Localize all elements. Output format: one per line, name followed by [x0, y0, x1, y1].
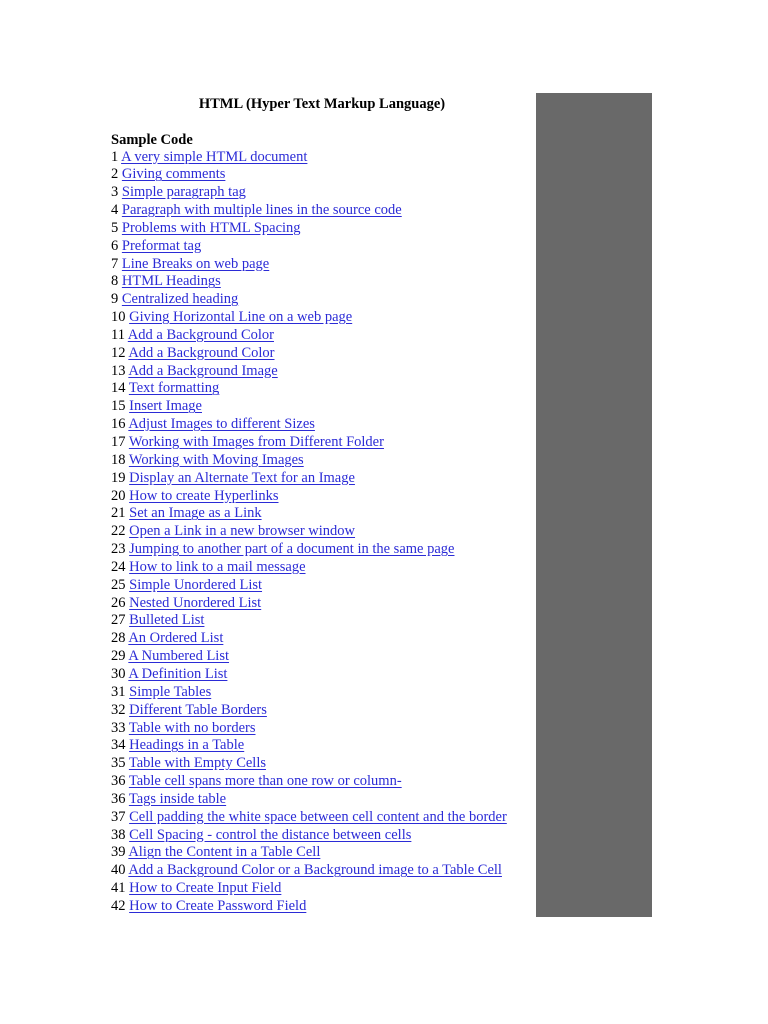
list-item: [111, 273, 536, 291]
list-item-link[interactable]: Table with no borders: [128, 719, 256, 736]
list-item-link[interactable]: Table cell spans more than one row or column-: [128, 773, 402, 790]
list-item: [111, 898, 536, 916]
list-item: [111, 773, 536, 791]
list-item-link[interactable]: Simple Tables: [129, 683, 212, 700]
list-item-number: 22: [111, 523, 126, 540]
list-item: [111, 630, 536, 648]
list-item-link[interactable]: How to Create Input Field: [129, 880, 282, 897]
list-item: [111, 559, 536, 577]
list-item: [111, 523, 536, 541]
list-item-number: 7: [111, 255, 119, 272]
list-item: [111, 648, 536, 666]
list-item-number: 29: [111, 648, 126, 665]
sample-code-list: [111, 149, 536, 916]
list-item-link[interactable]: Display an Alternate Text for an Image: [129, 469, 355, 486]
list-item-number: 39: [111, 844, 126, 861]
list-item-number: 32: [111, 701, 126, 718]
list-item-number: 35: [111, 755, 126, 772]
list-item-link[interactable]: Add a Background Image: [128, 362, 278, 379]
list-item: [111, 666, 536, 684]
list-item-number: 36: [111, 773, 126, 790]
list-item-link[interactable]: Simple Unordered List: [129, 576, 263, 593]
list-item: [111, 577, 536, 595]
list-item: [111, 541, 536, 559]
list-item-number: 9: [111, 291, 119, 308]
list-item: [111, 755, 536, 773]
list-item-number: 25: [111, 576, 126, 593]
list-item-number: 40: [111, 862, 126, 879]
list-item-number: 15: [111, 398, 126, 415]
list-item-number: 13: [111, 362, 126, 379]
document-title: HTML (Hyper Text Markup Language): [198, 96, 446, 112]
list-item: [111, 595, 536, 613]
list-item-number: 8: [111, 273, 119, 290]
list-item: [111, 416, 536, 434]
list-item-link[interactable]: Preformat tag: [121, 237, 202, 254]
list-item: [111, 327, 536, 345]
list-item-link[interactable]: Bulleted List: [129, 612, 205, 629]
list-item: [111, 363, 536, 381]
list-item-link[interactable]: Different Table Borders: [129, 701, 267, 718]
list-item-number: 28: [111, 630, 126, 647]
list-item-number: 42: [111, 897, 126, 914]
list-item: [111, 398, 536, 416]
list-item-number: 24: [111, 558, 126, 575]
list-item: [111, 309, 536, 327]
list-item-link[interactable]: A Definition List: [128, 665, 228, 682]
list-item-number: 4: [111, 202, 119, 219]
list-item-link[interactable]: Align the Content in a Table Cell: [128, 844, 321, 861]
list-item: [111, 291, 536, 309]
list-item: [111, 238, 536, 256]
list-item-link[interactable]: How to create Hyperlinks: [129, 487, 279, 504]
list-item: [111, 880, 536, 898]
list-item-link[interactable]: Jumping to another part of a document in the same page: [129, 541, 455, 558]
list-item-link[interactable]: Working with Moving Images: [128, 451, 304, 468]
list-item: [111, 202, 536, 220]
list-item: [111, 737, 536, 755]
list-item-link[interactable]: Simple paragraph tag: [121, 184, 246, 201]
list-item-link[interactable]: Adjust Images to different Sizes: [128, 416, 315, 433]
list-item-number: 17: [111, 434, 126, 450]
list-item-link[interactable]: Table with Empty Cells: [128, 755, 266, 772]
list-item-number: 37: [111, 808, 126, 825]
list-item-number: 5: [111, 219, 119, 236]
list-item-link[interactable]: Cell padding the white space between cell content and the border: [129, 808, 507, 825]
list-item-link[interactable]: Insert Image: [129, 398, 202, 415]
list-item-number: 26: [111, 594, 126, 611]
list-item-number: 16: [111, 416, 126, 433]
list-item-link[interactable]: Text formatting: [128, 380, 220, 397]
list-item-number: 1: [111, 148, 119, 165]
list-item: [111, 166, 536, 184]
list-item-number: 38: [111, 826, 126, 843]
list-item-number: 18: [111, 451, 126, 468]
list-item: [111, 844, 536, 862]
list-item-number: 33: [111, 719, 126, 736]
list-item-link[interactable]: Set an Image as a Link: [129, 505, 262, 522]
list-item-number: 14: [111, 380, 126, 397]
list-item-number: 11: [111, 326, 125, 343]
list-item-number: 12: [111, 344, 126, 361]
list-item-number: 30: [111, 665, 126, 682]
list-item-link[interactable]: Giving comments: [121, 166, 226, 183]
side-panel: [536, 93, 652, 917]
list-item: [111, 809, 536, 827]
list-item-link[interactable]: Paragraph with multiple lines in the source code: [121, 202, 402, 219]
list-item-link[interactable]: Working with Images from Different Folder: [128, 434, 384, 450]
list-item: [111, 256, 536, 274]
list-item-link[interactable]: A Numbered List: [128, 648, 230, 665]
list-item-link[interactable]: HTML Headings: [121, 273, 221, 290]
list-item-link[interactable]: Centralized heading: [121, 291, 239, 308]
list-item: [111, 702, 536, 720]
list-item: [111, 184, 536, 202]
list-item-number: 31: [111, 683, 126, 700]
list-item-link[interactable]: Nested Unordered List: [129, 594, 262, 611]
list-item-link[interactable]: A very simple HTML document: [121, 148, 308, 165]
list-item: [111, 380, 536, 398]
list-item: [111, 827, 536, 845]
list-item-link[interactable]: Add a Background Color: [127, 326, 274, 343]
list-item: [111, 434, 536, 452]
list-item-link[interactable]: Cell Spacing - control the distance between cells: [129, 826, 412, 843]
list-item: [111, 612, 536, 630]
list-item-number: 23: [111, 541, 126, 558]
list-item: [111, 488, 536, 506]
list-item-link[interactable]: Problems with HTML Spacing: [121, 219, 301, 236]
list-item-number: 34: [111, 737, 126, 754]
list-item-number: 19: [111, 469, 126, 486]
list-item-link[interactable]: How to link to a mail message: [129, 558, 306, 575]
list-item: [111, 684, 536, 702]
list-item: [111, 149, 536, 167]
list-item: [111, 791, 536, 809]
list-item-number: 41: [111, 880, 126, 897]
list-item-link[interactable]: Line Breaks on web page: [121, 255, 270, 272]
list-item-link[interactable]: Add a Background Color: [128, 344, 275, 361]
list-item-link[interactable]: Headings in a Table: [129, 737, 245, 754]
list-item-number: 2: [111, 166, 119, 183]
list-item: [111, 720, 536, 738]
list-item: [111, 452, 536, 470]
list-item: [111, 862, 536, 880]
list-item-number: 20: [111, 487, 126, 504]
list-item-number: 3: [111, 184, 119, 201]
list-item: [111, 470, 536, 488]
list-item-link[interactable]: Add a Background Color or a Background image to a Table Cell: [128, 862, 502, 879]
list-item-number: 6: [111, 237, 119, 254]
list-item-link[interactable]: An Ordered List: [128, 630, 224, 647]
list-item: [111, 505, 536, 523]
list-item-number: 36: [111, 790, 126, 807]
list-item: [111, 220, 536, 238]
list-item-number: 27: [111, 612, 126, 629]
list-item-link[interactable]: Giving Horizontal Line on a web page: [129, 309, 353, 326]
list-item-number: 21: [111, 505, 126, 522]
list-item-link[interactable]: Tags inside table: [128, 790, 227, 807]
list-item-link[interactable]: How to Create Password Field: [129, 897, 307, 914]
section-heading: Sample Code: [111, 132, 193, 148]
list-item-number: 10: [111, 309, 126, 326]
list-item-link[interactable]: Open a Link in a new browser window: [129, 523, 356, 540]
list-item: [111, 345, 536, 363]
